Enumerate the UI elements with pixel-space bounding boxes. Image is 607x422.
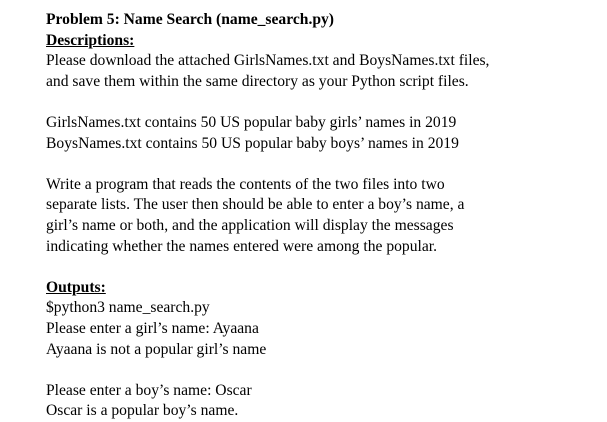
task-line: girl’s name or both, and the application will display the messages <box>46 216 454 234</box>
girl-prompt-line: Please enter a girl’s name: Ayaana <box>46 319 259 337</box>
download-line: Please download the attached GirlsNames.txt and BoysNames.txt files, <box>46 52 490 70</box>
task-line: Write a program that reads the contents of the two files into two <box>46 175 445 193</box>
sample-run-boy <box>46 381 591 422</box>
outputs-heading: Outputs: <box>46 278 106 296</box>
boys-file-description: BoysNames.txt contains 50 US popular baby boys’ names in 2019 <box>46 134 459 152</box>
task-line: separate lists. The user then should be able to enter a boy’s name, a <box>46 196 465 214</box>
command-line: $python3 name_search.py <box>46 299 210 317</box>
boy-result-line: Oscar is a popular boy’s name. <box>46 402 239 420</box>
paragraph-spacer <box>46 360 591 381</box>
boy-prompt-line: Please enter a boy’s name: Oscar <box>46 381 252 399</box>
descriptions-heading: Descriptions: <box>46 31 135 49</box>
problem-document <box>46 10 591 422</box>
task-description <box>46 175 591 257</box>
girl-result-line: Ayaana is not a popular girl’s name <box>46 340 267 358</box>
problem-title: Problem 5: Name Search (name_search.py) <box>46 11 335 28</box>
download-line: and save them within the same directory as your Python script files. <box>46 72 469 90</box>
paragraph-spacer <box>46 92 591 113</box>
download-instructions <box>46 51 591 92</box>
girls-file-description: GirlsNames.txt contains 50 US popular baby girls’ names in 2019 <box>46 113 457 131</box>
task-line: indicating whether the names entered were among the popular. <box>46 237 438 255</box>
paragraph-spacer <box>46 257 591 278</box>
sample-run-girl <box>46 298 591 360</box>
paragraph-spacer <box>46 154 591 175</box>
file-contents-description <box>46 113 591 154</box>
